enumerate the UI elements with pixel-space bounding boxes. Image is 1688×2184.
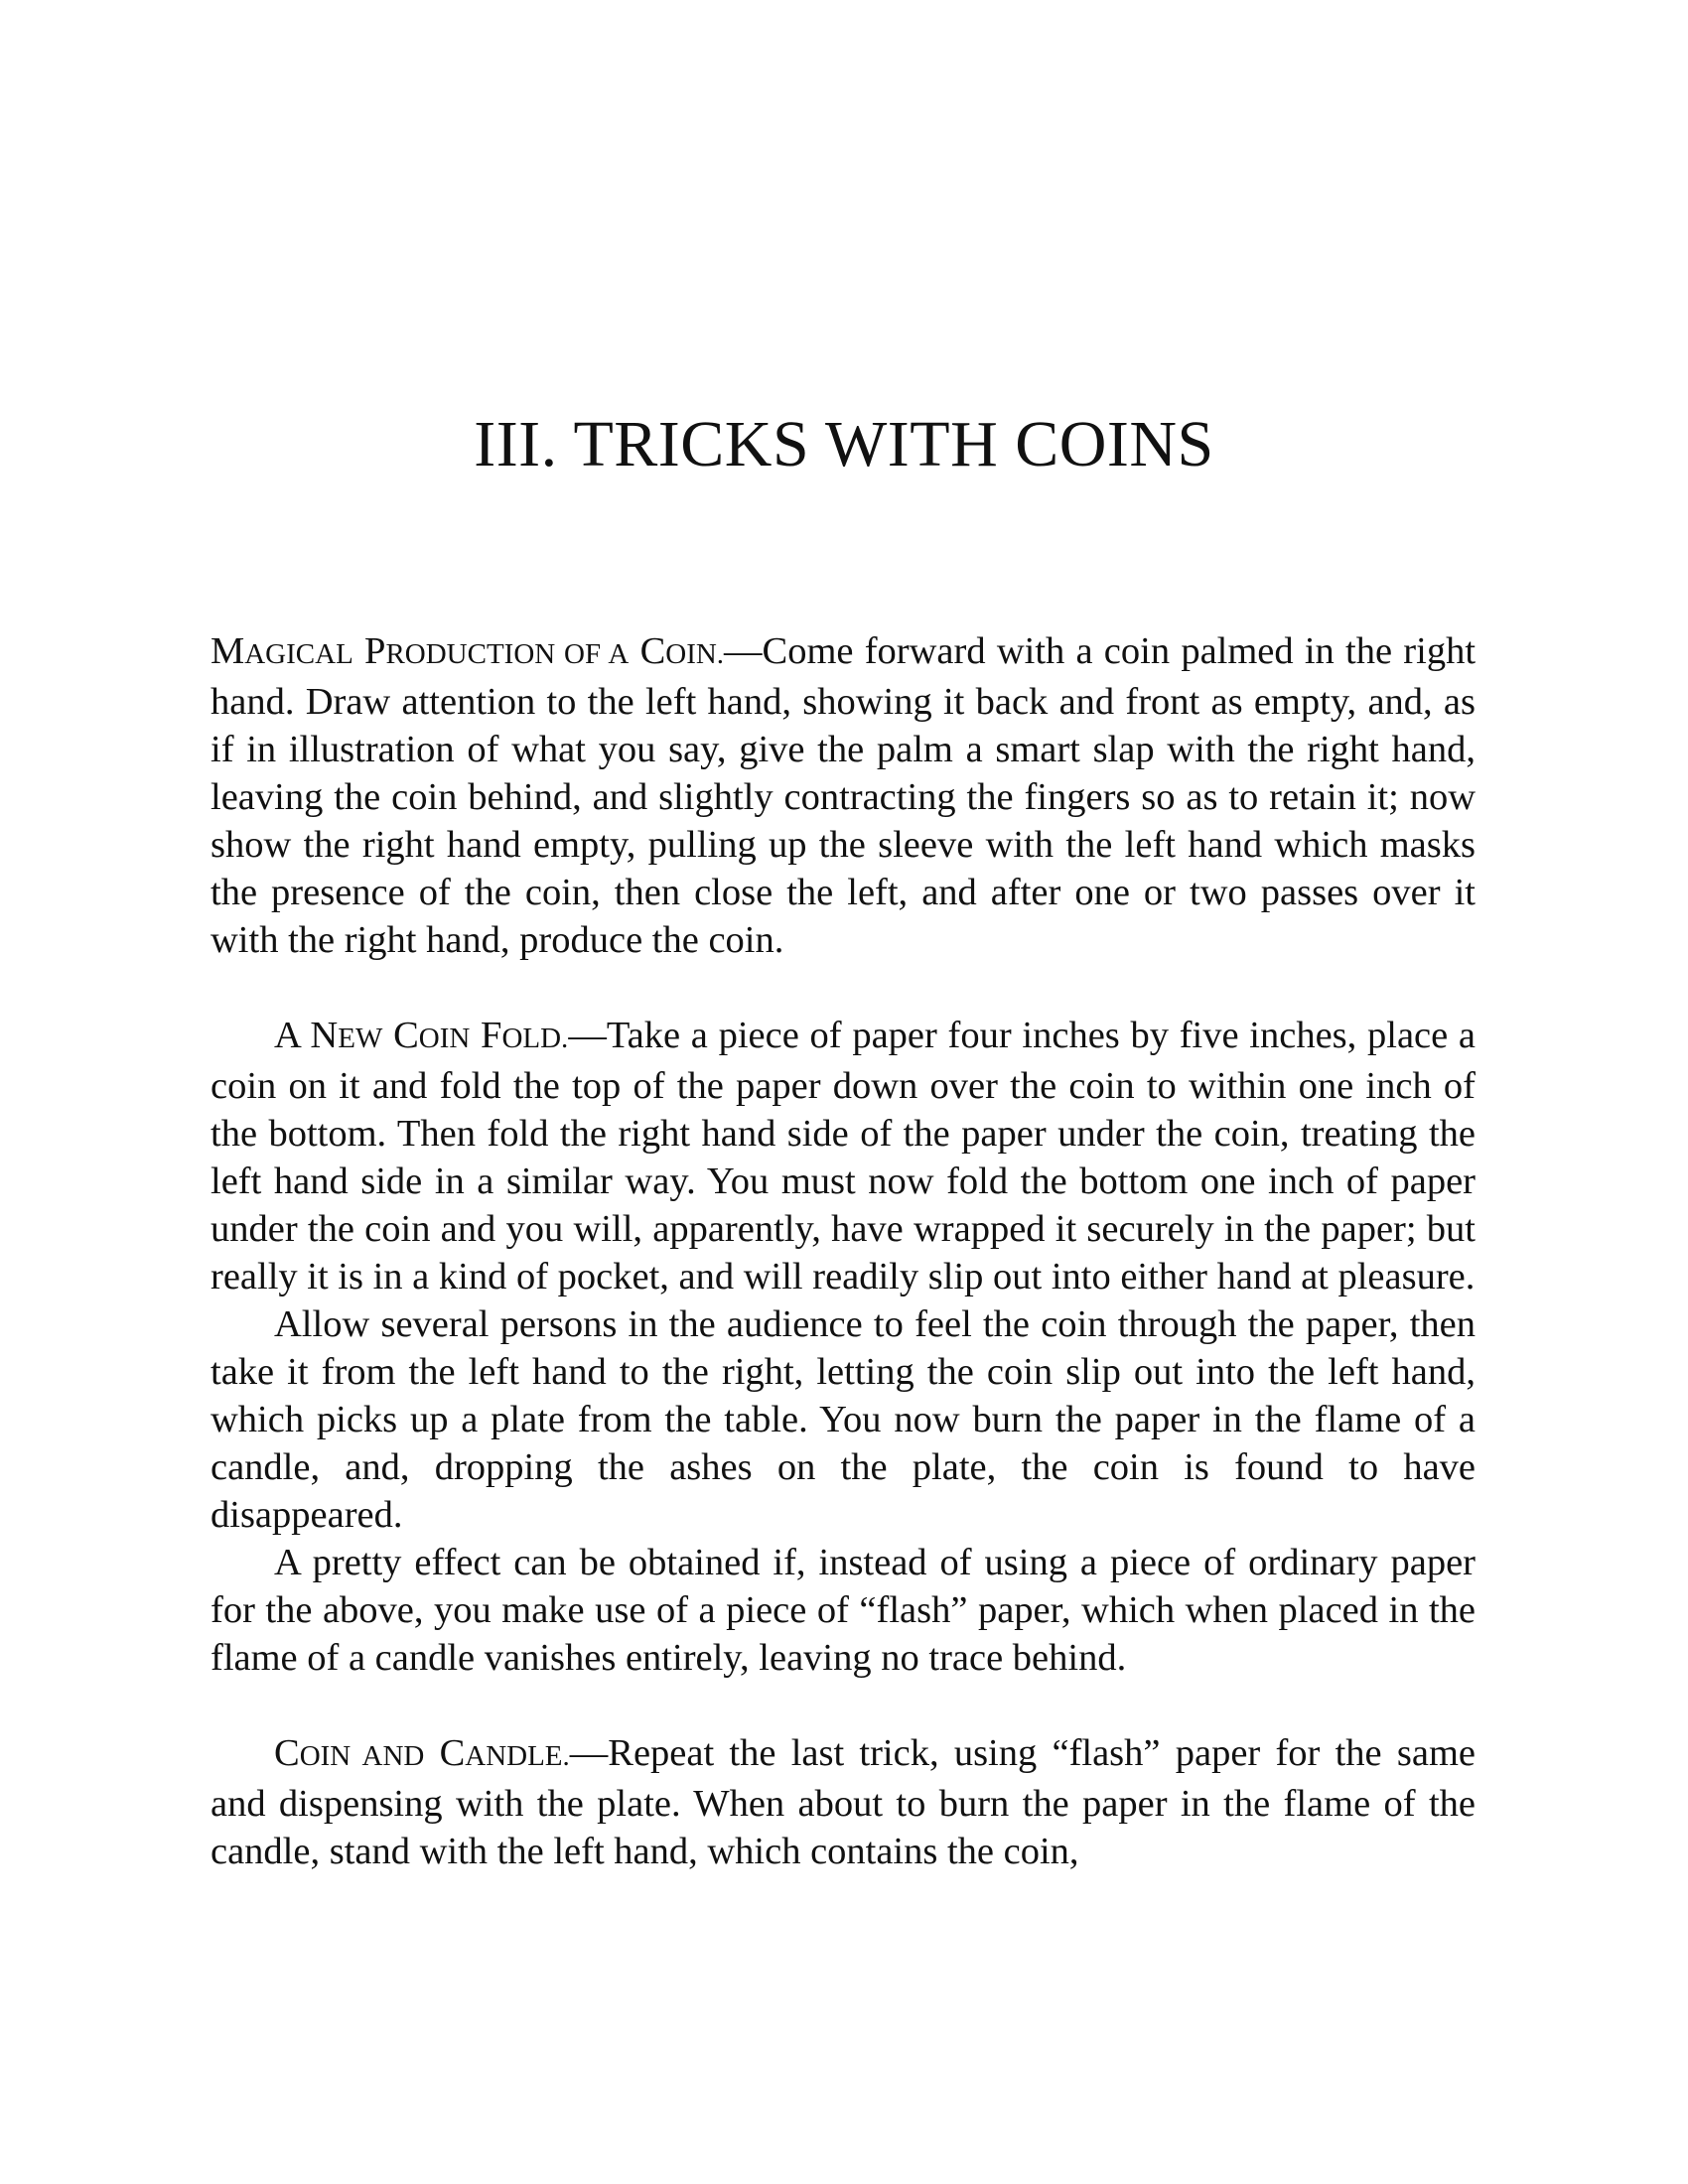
section-spacer — [211, 1682, 1476, 1729]
paragraph-text: —Come forward with a coin palmed in the right hand. Draw attention to the left hand, showing it back and front as empty, and, as if in illustration of what you say, give the palm a smart slap with the right hand, leaving the coin behind, and slightly contracting the fingers so as to retain it; now show the right hand empty, pulling up the sleeve with the left hand which masks the presence of the coin, then close the left, and after one or two passes over it with the right hand, produce the coin. — [211, 630, 1477, 961]
section-spacer — [211, 964, 1476, 1012]
section-paragraph — [211, 1729, 1476, 1875]
paragraph-text: —Repeat the last trick, using “flash” paper for the same and dispensing with the plate. When about to burn the paper in the flame of the candle, stand with the left hand, which contains the coin, — [211, 1732, 1476, 1872]
section-heading: COIN AND CANDLE. — [274, 1732, 570, 1774]
chapter-title: III. TRICKS WITH COINS — [474, 408, 1214, 480]
paragraph-text: Allow several persons in the audience to feel the coin through the paper, then take it from the left hand to the right, letting the coin slip out into the left hand, which picks up a plate from the table. You now burn the paper in the flame of a candle, and, dropping the ashes on the plate, the coin is found to have disappeared. — [211, 1303, 1476, 1536]
paragraph-text: —Take a piece of paper four inches by five inches, place a coin on it and fold the top of the paper down over the coin to within one inch of the bottom. Then fold the right hand side of the paper under the coin, treating the left hand side in a similar way. You must now fold the bottom one inch of paper under the coin and you will, apparently, have wrapped it securely in the paper; but really it is in a kind of pocket, and will readily slip out into either hand at pleasure. — [211, 1015, 1477, 1297]
paragraph-text: A pretty effect can be obtained if, instead of using a piece of ordinary paper for the above, you make use of a piece of “flash” paper, which when placed in the flame of a candle vanishes entirely, leaving no trace behind. — [211, 1542, 1476, 1679]
section-heading: MAGICAL PRODUCTION OF A COIN. — [211, 630, 725, 672]
section-paragraph — [211, 1012, 1476, 1300]
section-heading: A NEW COIN FOLD. — [274, 1015, 569, 1056]
page-body — [211, 627, 1476, 1875]
section-paragraph — [211, 627, 1476, 964]
